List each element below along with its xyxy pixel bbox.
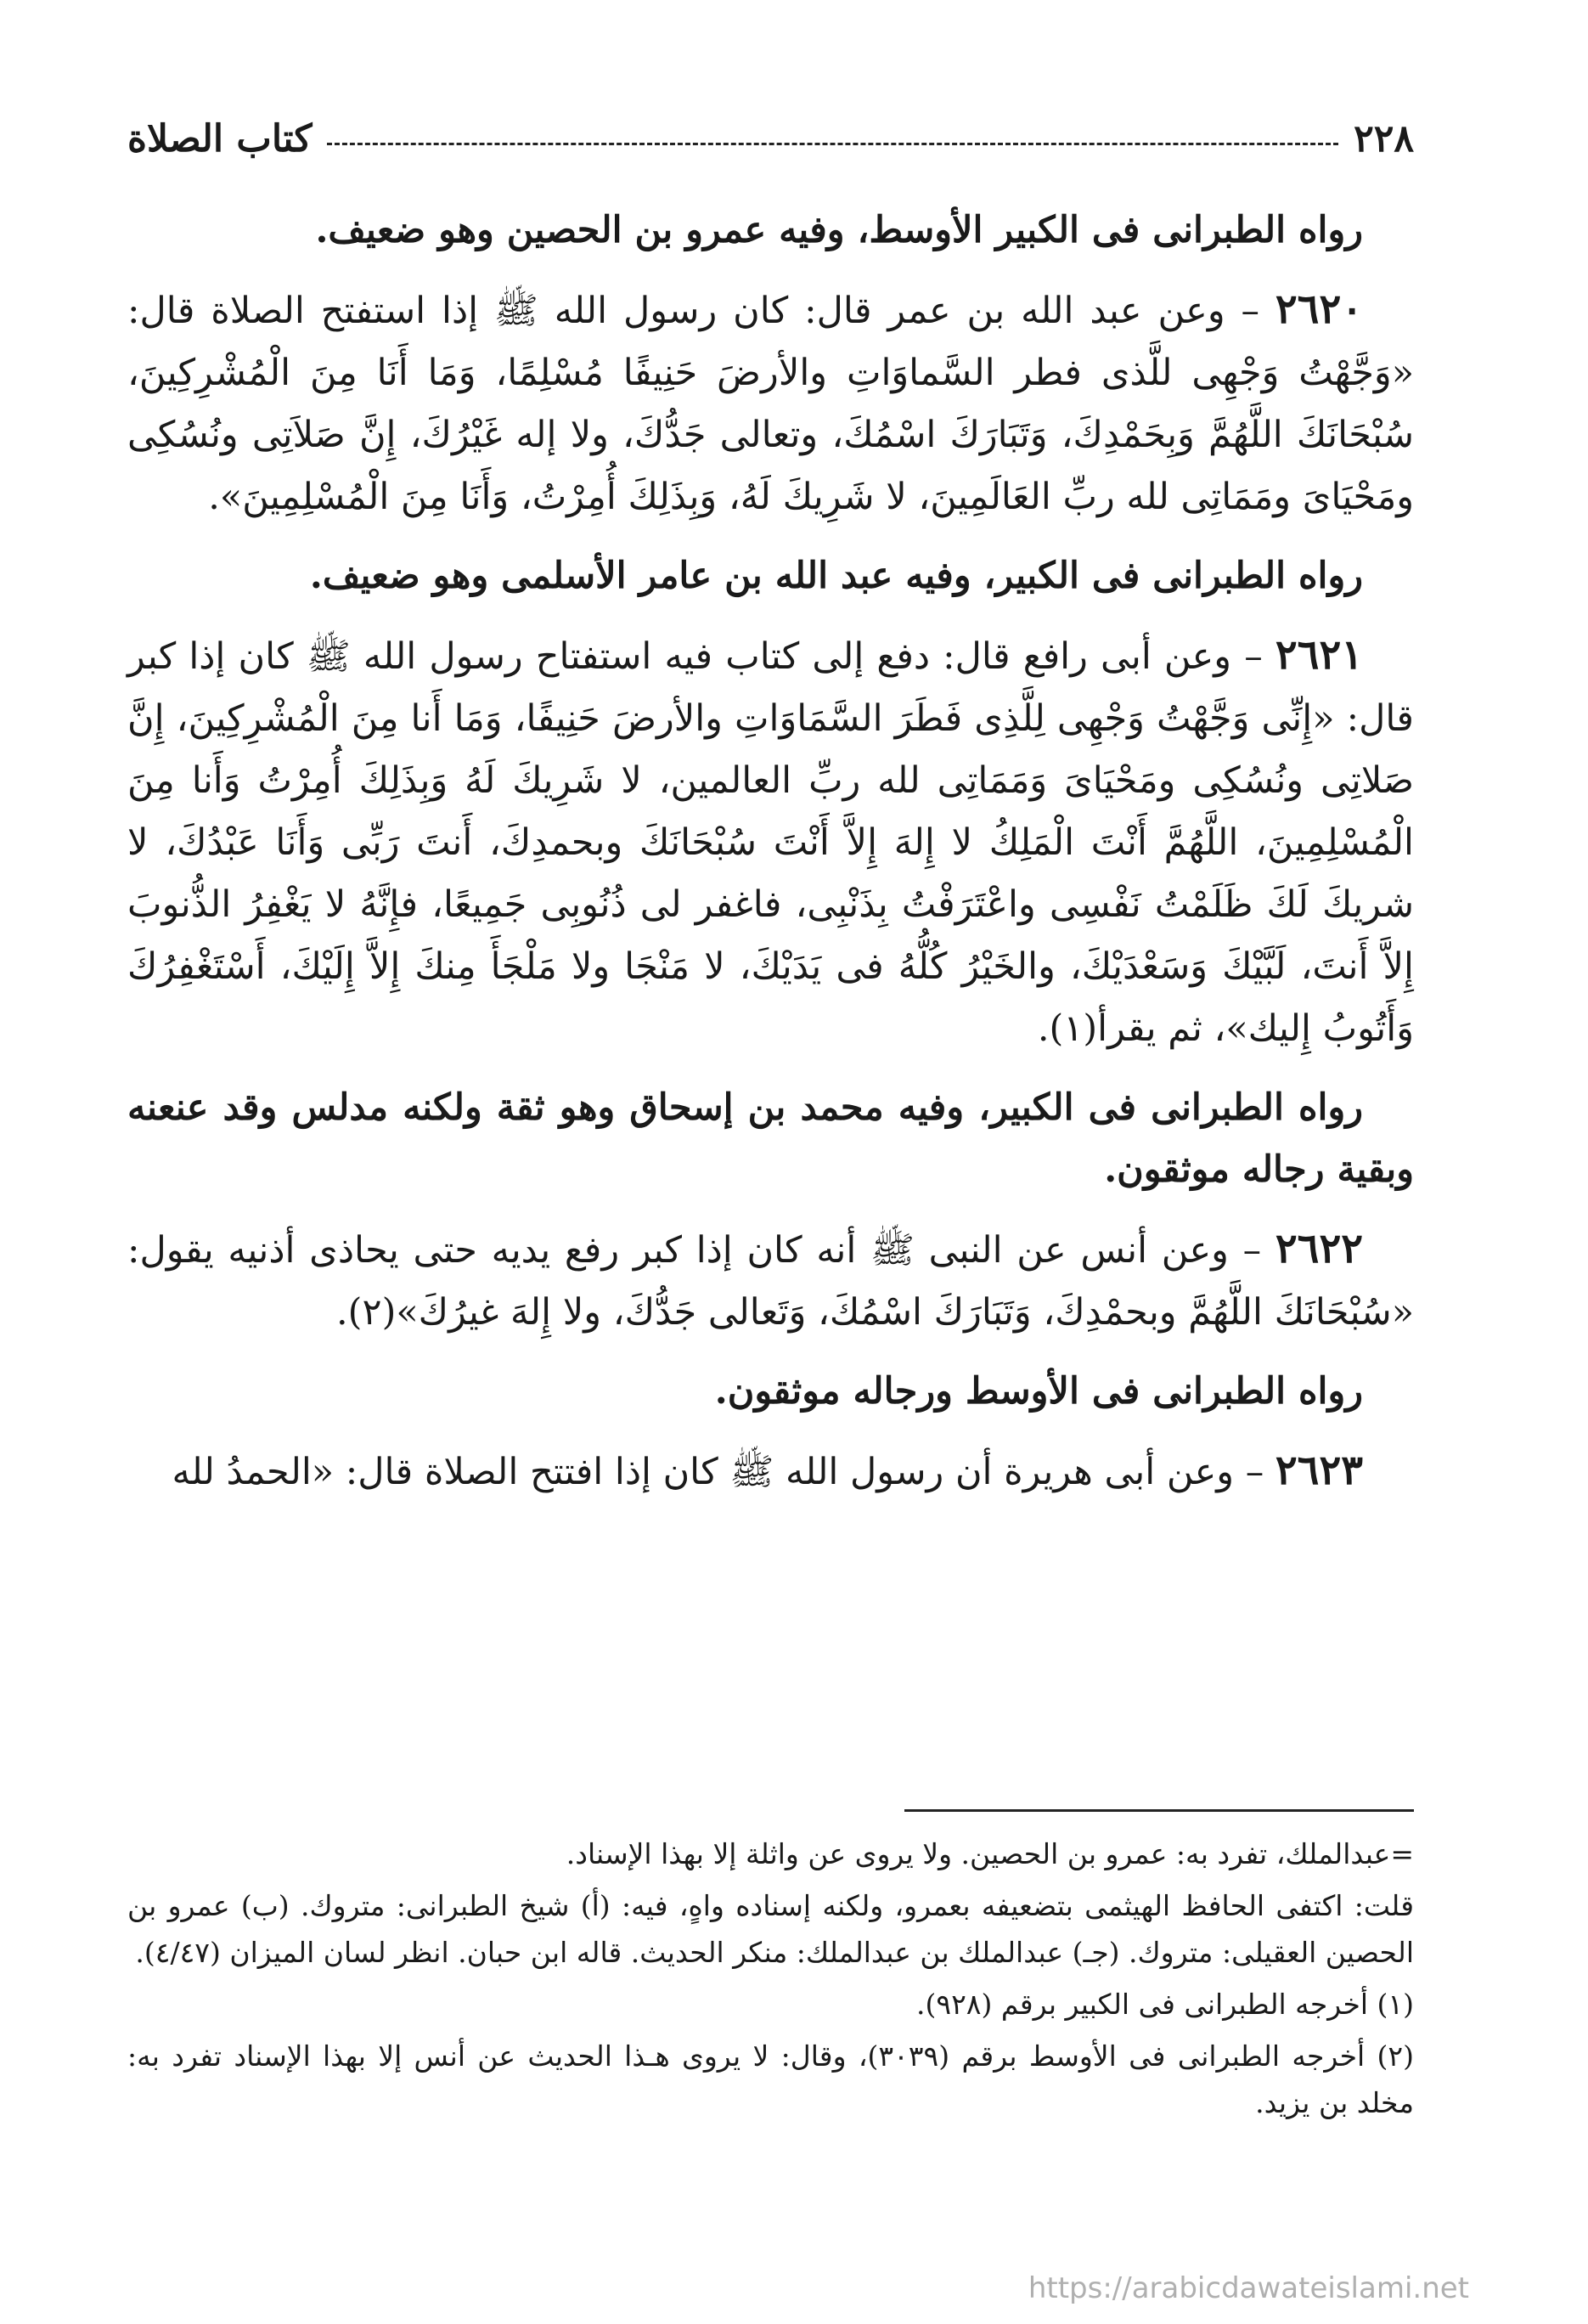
hadith-text: – وعن أبى هريرة أن رسول الله ﷺ كان إذا افتتح الصلاة قال: «الحمدُ لله — [172, 1451, 1275, 1493]
source-note-text: رواه الطبرانى فى الأوسط ورجاله موثقون. — [714, 1370, 1363, 1413]
hadith-number: ٢٦٢٣ — [1275, 1447, 1363, 1494]
hadith-text: – وعن أنس عن النبى ﷺ أنه كان إذا كبر رفع يديه حتى يحاذى أذنيه يقول: «سُبْحَانَكَ اللَّهُمَّ وبحمْدِكَ، وَتَبَارَكَ اسْمُكَ، وَتَعالى جَدُّكَ، ولا إِلهَ غيرُكَ»(٢). — [127, 1229, 1414, 1334]
header-divider — [327, 143, 1338, 145]
footnote-separator — [904, 1809, 1414, 1812]
source-note-text: رواه الطبرانى فى الكبير الأوسط، وفيه عمرو بن الحصين وهو ضعيف. — [315, 209, 1363, 251]
source-note-text: رواه الطبرانى فى الكبير، وفيه عبد الله بن عامر الأسلمى وهو ضعيف. — [309, 555, 1363, 597]
source-note — [127, 1077, 1414, 1201]
book-title: كتاب الصلاة — [127, 116, 313, 161]
footnote: (١) أخرجه الطبرانى فى الكبير برقم (٩٢٨). — [915, 1988, 1414, 2021]
source-note — [127, 545, 1414, 607]
page-number: ٢٢٨ — [1354, 116, 1414, 161]
footnote: =عبدالملك، تفرد به: عمرو بن الحصين. ولا يروى عن واثلة إلا بهذا الإسناد. — [566, 1837, 1414, 1870]
source-note — [127, 200, 1414, 262]
footnote: (٢) أخرجه الطبرانى فى الأوسط برقم (٣٠٣٩)، وقال: لا يروى هـذا الحديث عن أنس إلا بهذا الإسناد تفرد به: مخلد بن يزيد. — [127, 2039, 1414, 2119]
source-note — [127, 1361, 1414, 1423]
hadith-number: ٢٦٢١ — [1275, 631, 1363, 679]
hadith-entry — [127, 279, 1414, 528]
hadith-text: – وعن أبى رافع قال: دفع إلى كتاب فيه استفتاح رسول الله ﷺ كان إذا كبر قال: «إِنِّى وَجَّهْتُ وَجْهِى لِلَّذِى فَطَرَ السَّمَاوَاتِ والأرضَ حَنِيفًا، وَمَا أَنا مِنَ الْمُشْرِكِينَ، إِنَّ صَلاتِى ونُسُكِى ومَحْيَاىَ وَمَمَاتِى لله ربِّ العالمين، لا شَرِيكَ لَهُ وَبِذَلِكَ أُمِرْتُ وَأَنا مِنَ الْمُسْلِمِينَ، اللَّهُمَّ أَنْتَ الْمَلِكُ لا إِلهَ إِلاَّ أَنْتَ سُبْحَانَكَ وبحمدِكَ، أَنتَ رَبِّى وَأَنَا عَبْدُكَ، لا شريكَ لَكَ ظَلَمْتُ نَفْسِى واعْتَرَفْتُ بِذَنْبِى، فاغفر لى ذُنُوبِى جَمِيعًا، فإِنَّهُ لا يَغْفِرُ الذُّنوبَ إِلاَّ أَنتَ، لَبَّيْكَ وَسَعْدَيْكَ، والخَيْرُ كُلُّهُ فى يَدَيْكَ، لا مَنْجَا ولا مَلْجَأَ مِنكَ إِلاَّ إِلَيْكَ، أَسْتَغْفِرُكَ وَأَتُوبُ إِليك»، ثم يقرأ(١). — [127, 635, 1414, 1050]
hadith-entry — [127, 624, 1414, 1060]
footnote: قلت: اكتفى الحافظ الهيثمى بتضعيفه بعمرو، ولكنه إسناده واهٍ، فيه: (أ) شيخ الطبرانى: متروك. (ب) عمرو بن الحصين العقيلى: متروك. (جـ) عبدالملك بن عبدالملك: منكر الحديث. قاله ابن حبان. انظر لسان الميزان (٤/٤٧). — [127, 1889, 1414, 1969]
hadith-entry — [127, 1218, 1414, 1344]
hadith-entry — [127, 1440, 1414, 1503]
hadith-text: – وعن عبد الله بن عمر قال: كان رسول الله ﷺ إذا استفتح الصلاة قال: «وَجَّهْتُ وَجْهِى للَّذى فطر السَّماوَاتِ والأرضَ حَنِيفًا مُسْلِمًا، وَمَا أَنَا مِنَ الْمُشْرِكِينَ، سُبْحَانَكَ اللَّهُمَّ وَبِحَمْدِكَ، وَتَبَارَكَ اسْمُكَ، وتعالى جَدُّكَ، ولا إله غَيْرُكَ، إِنَّ صَلاَتِى ونُسُكِى ومَحْيَاىَ ومَمَاتِى لله ربِّ العَالَمِينَ، لا شَرِيكَ لَهُ، وَبِذَلِكَ أُمِرْتُ، وَأَنَا مِنَ الْمُسْلِمِينَ». — [127, 290, 1414, 518]
page-header — [127, 109, 1414, 168]
main-text — [127, 200, 1414, 1520]
hadith-number: ٢٦٢٢ — [1275, 1225, 1363, 1272]
watermark-url: https://arabicdawateislami.net — [1028, 2271, 1469, 2305]
footnotes — [127, 1830, 1414, 2131]
hadith-number: ٢٦٢٠ — [1275, 285, 1363, 333]
source-note-text: رواه الطبرانى فى الكبير، وفيه محمد بن إسحاق وهو ثقة ولكنه مدلس وقد عنعنه وبقية رجاله موثقون. — [127, 1086, 1414, 1191]
